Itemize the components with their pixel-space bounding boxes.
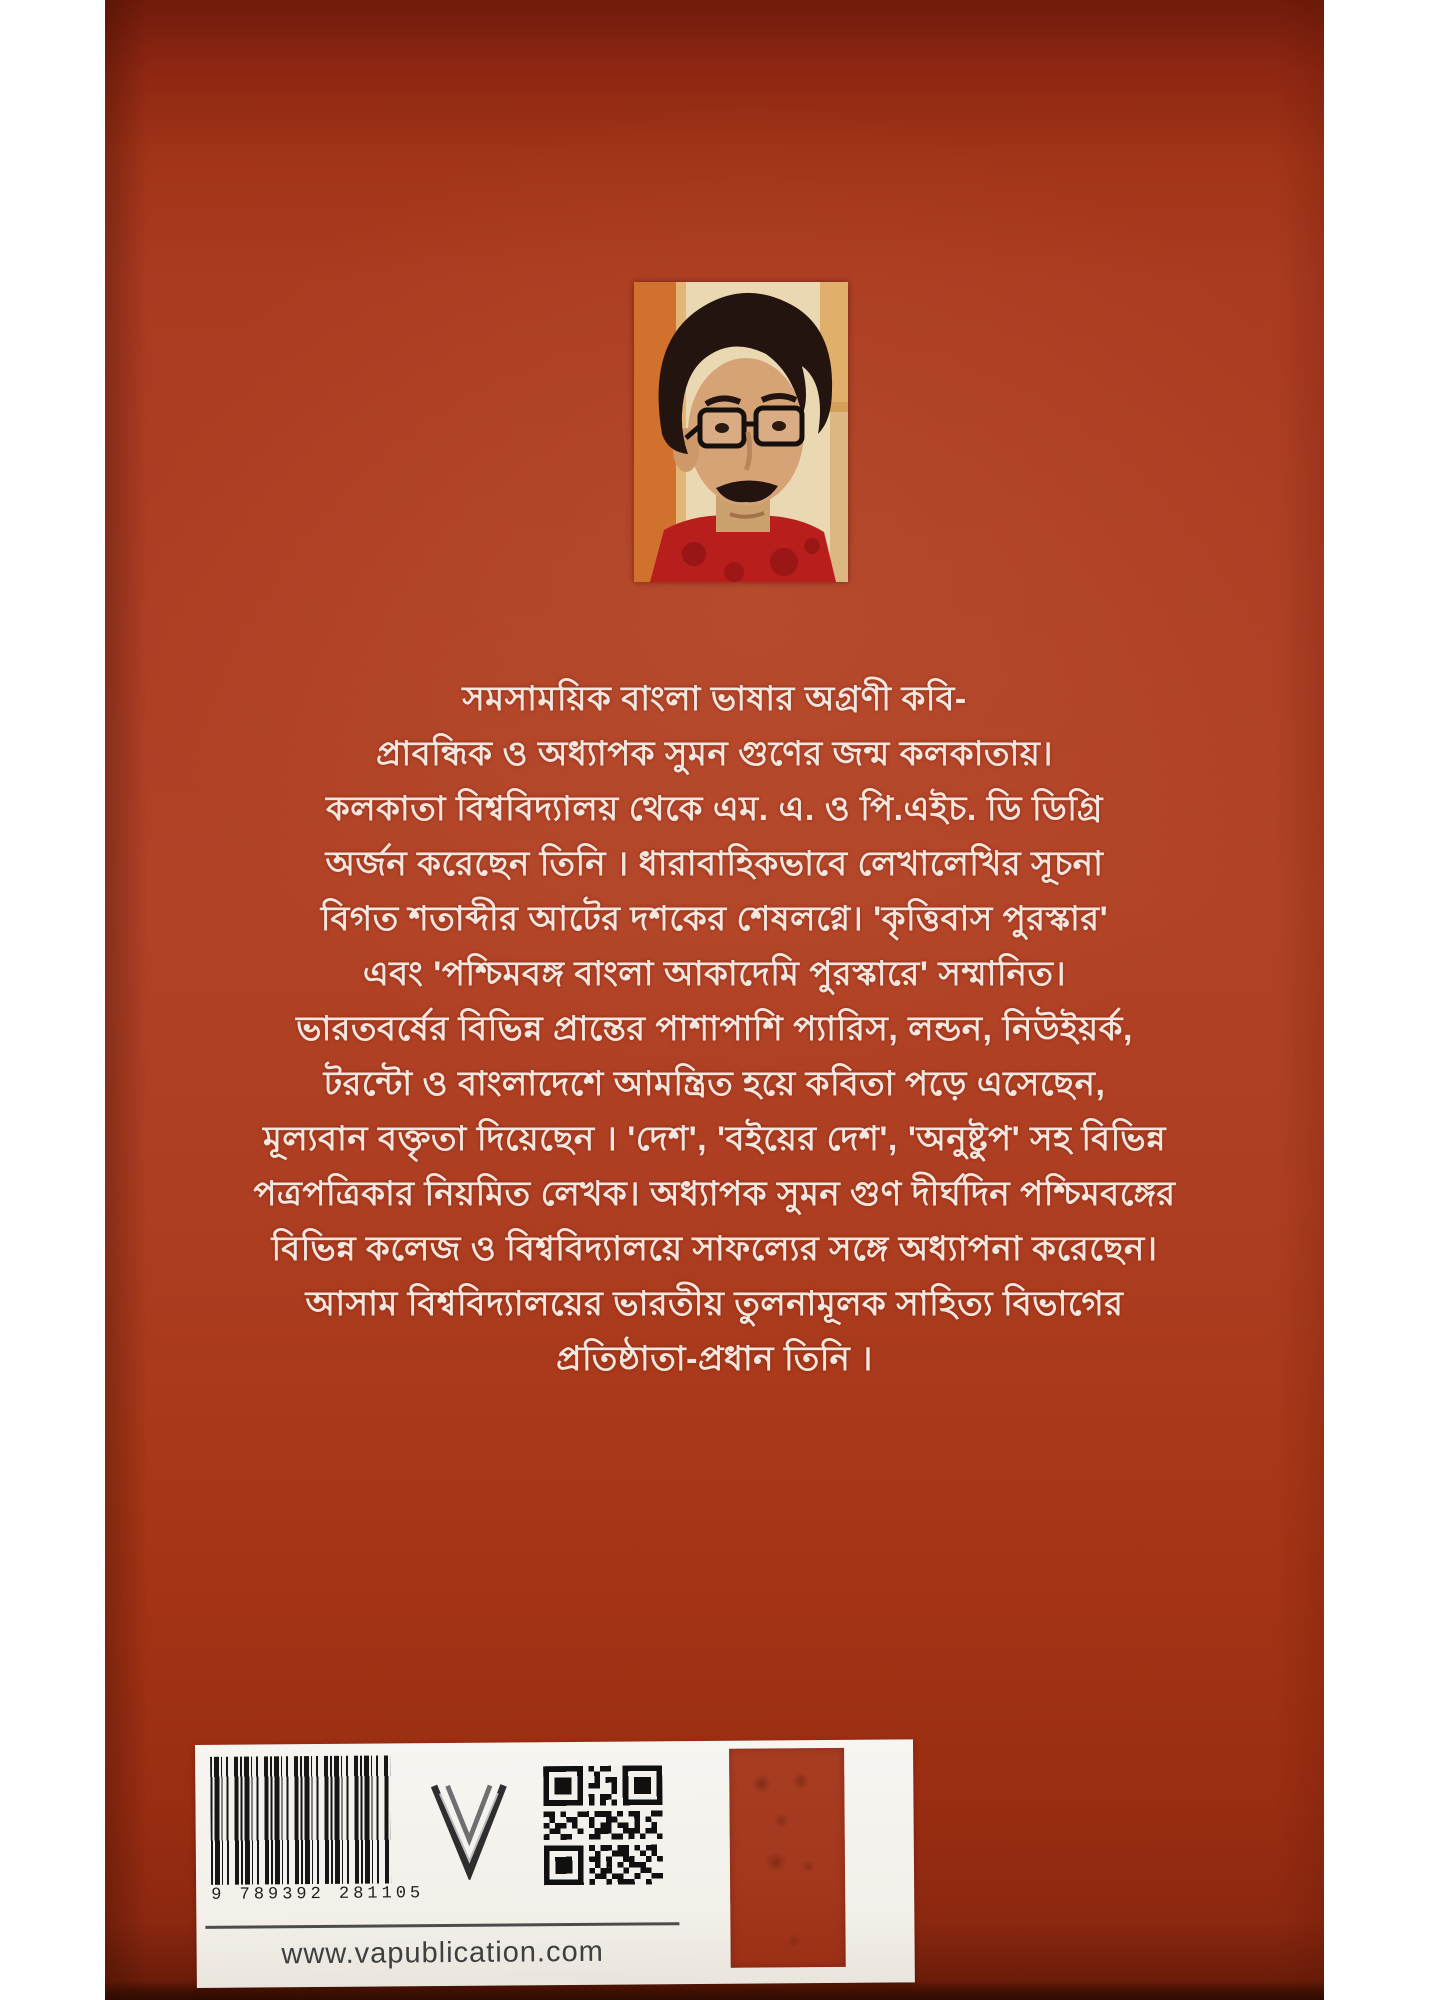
bio-line: টরন্টো ও বাংলাদেশে আমন্ত্রিত হয়ে কবিতা পড়ে এসেছেন,: [323, 1065, 1106, 1103]
bio-line: বিগত শতাব্দীর আটের দশকের শেষলগ্নে। 'কৃত্তিবাস পুরস্কার': [320, 900, 1109, 938]
author-portrait-illustration: [634, 282, 848, 582]
bio-line: ভারতবর্ষের বিভিন্ন প্রান্তের পাশাপাশি প্যারিস, লন্ডন, নিউইয়র্ক,: [296, 1010, 1133, 1048]
red-sticker: [729, 1748, 846, 1968]
author-bio-text: [145, 672, 1284, 1387]
bio-line: কলকাতা বিশ্ববিদ্যালয় থেকে এম. এ. ও পি.এইচ. ডি ডিগ্রি: [326, 790, 1103, 828]
bio-line: আসাম বিশ্ববিদ্যালয়ের ভারতীয় তুলনামূলক সাহিত্য বিভাগের: [305, 1285, 1124, 1323]
bio-line: মূল্যবান বক্তৃতা দিয়েছেন । 'দেশ', 'বইয়ের দেশ', 'অনুষ্টুপ' সহ বিভিন্ন: [262, 1120, 1167, 1158]
qr-code-graphic: [543, 1765, 663, 1885]
bio-line: সমসাময়িক বাংলা ভাষার অগ্রণী কবি-: [462, 680, 967, 718]
bio-line: এবং 'পশ্চিমবঙ্গ বাংলা আকাদেমি পুরস্কারে' সম্মানিত।: [362, 955, 1067, 993]
bio-line: প্রতিষ্ঠাতা-প্রধান তিনি ।: [556, 1340, 873, 1378]
isbn-barcode: [210, 1755, 425, 1906]
bio-line: প্রাবন্ধিক ও অধ্যাপক সুমন গুণের জন্ম কলকাতায়।: [375, 735, 1054, 773]
isbn-number: 9 789392 281105: [211, 1884, 425, 1905]
book-back-cover: [105, 0, 1324, 2000]
v-logo-icon: [425, 1780, 513, 1880]
qr-code-icon: [543, 1765, 663, 1885]
bio-line: বিভিন্ন কলেজ ও বিশ্ববিদ্যালয়ে সাফল্যের সঙ্গে অধ্যাপনা করেছেন।: [271, 1230, 1158, 1268]
publisher-logo-icon: [425, 1780, 513, 1884]
barcode-bars-icon: [210, 1755, 391, 1884]
publisher-label-strip: [195, 1739, 915, 1988]
bio-line: অর্জন করেছেন তিনি । ধারাবাহিকভাবে লেখালেখির সূচনা: [325, 845, 1104, 883]
divider-rule: [205, 1922, 679, 1929]
author-photo: [634, 282, 848, 582]
website-url: www.vapublication.com: [281, 1935, 604, 1971]
bio-line: পত্রপত্রিকার নিয়মিত লেখক। অধ্যাপক সুমন গুণ দীর্ঘদিন পশ্চিমবঙ্গের: [253, 1175, 1176, 1213]
